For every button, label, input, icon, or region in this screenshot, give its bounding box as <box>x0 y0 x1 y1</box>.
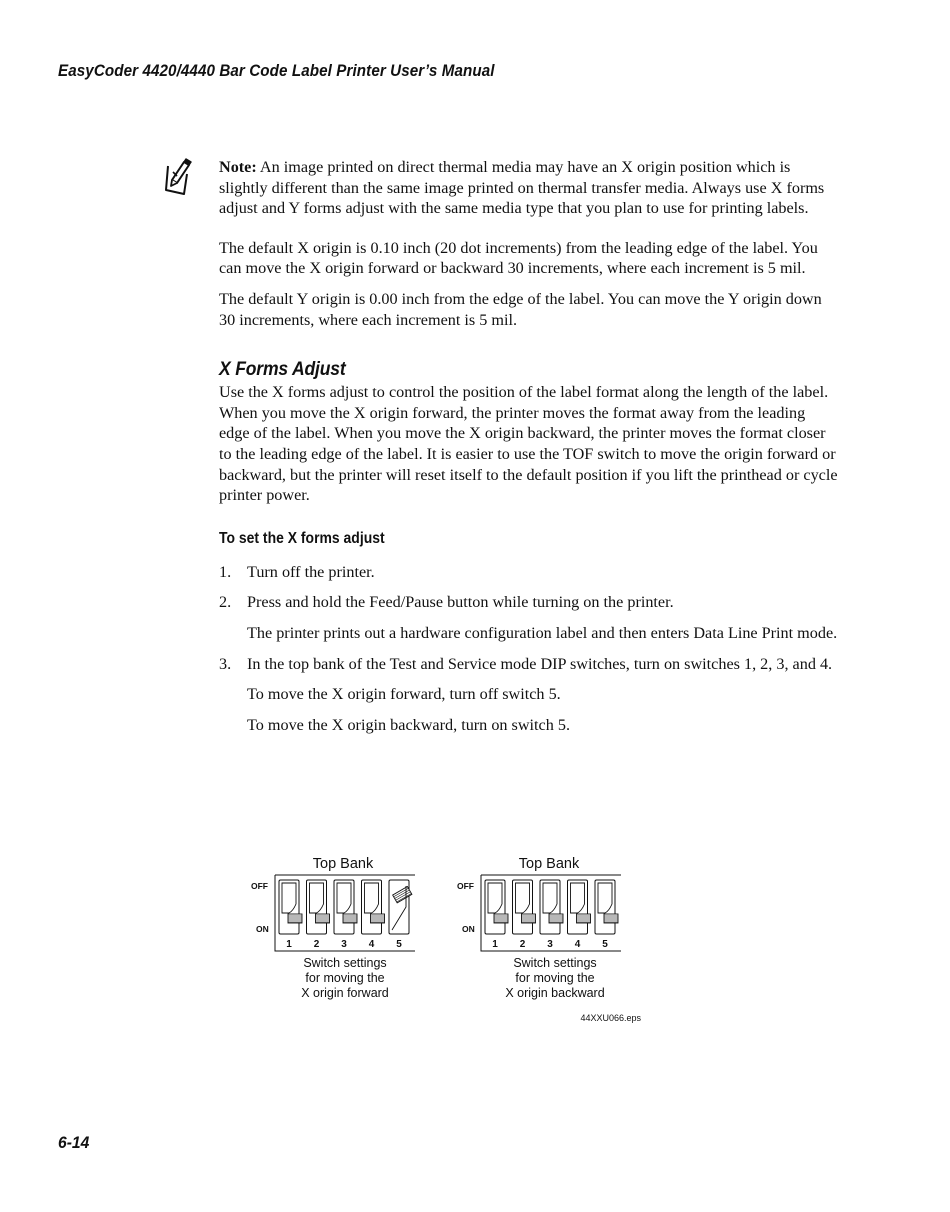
caption-line-2: for moving the <box>515 971 595 985</box>
step-3-detail-forward: To move the X origin forward, turn off switch 5. <box>247 685 561 704</box>
step-number: 3. <box>219 654 232 673</box>
caption-line-3: X origin backward <box>505 986 605 1000</box>
dip-switch-5 <box>389 880 412 934</box>
note-text: An image printed on direct thermal media may have an X origin position which is slightly different than the same image printed on thermal transfer media. Always use X forms adjust and Y forms adjust with the same media type that you plan to use for printing labels. <box>219 158 825 218</box>
dip-switch-3 <box>540 880 563 934</box>
dip-switch-3 <box>334 880 357 934</box>
bank-title: Top Bank <box>312 856 374 872</box>
off-label: OFF <box>457 881 474 891</box>
switch-number: 2 <box>313 939 320 950</box>
main-content <box>219 157 839 735</box>
dip-switch-2 <box>513 880 536 934</box>
dip-switch-1 <box>485 880 508 934</box>
switch-group <box>485 880 618 934</box>
step-number: 1. <box>219 562 232 581</box>
caption-line-1: Switch settings <box>513 956 597 970</box>
switch-number: 2 <box>519 939 526 950</box>
switch-number: 5 <box>602 939 608 950</box>
procedure-heading: To set the X forms adjust <box>219 529 385 547</box>
on-label: ON <box>462 924 475 934</box>
paragraph-default-x-origin: The default X origin is 0.10 inch (20 dot increments) from the leading edge of the label. You can move the X origin forward or backward 30 increments, where each increment is 5 mil. <box>219 238 818 278</box>
switch-number: 4 <box>574 939 581 950</box>
running-header: EasyCoder 4420/4440 Bar Code Label Printer User’s Manual <box>58 62 495 80</box>
caption-line-2: for moving the <box>305 971 385 985</box>
step-text: In the top bank of the Test and Service mode DIP switches, turn on switches 1, 2, 3, and 4. <box>247 654 833 673</box>
page-number: 6-14 <box>58 1133 90 1152</box>
switch-number: 3 <box>547 939 553 950</box>
dip-switch-5 <box>595 880 618 934</box>
switch-number: 4 <box>368 939 375 950</box>
switch-number: 5 <box>396 939 402 950</box>
note-lead: Note: <box>219 158 257 176</box>
step-text: Press and hold the Feed/Pause button while turning on the printer. <box>247 593 674 612</box>
step-3 <box>219 654 839 675</box>
step-text: Turn off the printer. <box>247 562 375 581</box>
pencil-note-icon <box>160 156 194 196</box>
switch-number: 1 <box>286 939 292 950</box>
switch-number: 1 <box>492 939 498 950</box>
step-2 <box>219 592 839 613</box>
dip-switch-1 <box>279 880 302 934</box>
section-heading: X Forms Adjust <box>219 358 346 381</box>
step-number: 2. <box>219 593 232 612</box>
step-1 <box>219 562 839 583</box>
dip-switch-2 <box>307 880 330 934</box>
step-3-detail-backward: To move the X origin backward, turn on switch 5. <box>247 715 570 734</box>
switch-number-group <box>286 939 402 950</box>
switch-number: 3 <box>341 939 347 950</box>
section-body: Use the X forms adjust to control the position of the label format along the length of the label. When you move the X origin forward, the printer moves the format away from the leading edge of the label. When you move the X origin backward, the printer moves the format closer to the leading edge of the label. It is easier to use the TOF switch to move the origin forward or backward, but the printer will reset itself to the default position if you lift the printhead or cycle printer power. <box>219 383 838 505</box>
dip-switch-4 <box>362 880 385 934</box>
caption-line-3: X origin forward <box>301 986 389 1000</box>
figure-file-label: 44XXU066.eps <box>580 1013 641 1023</box>
dip-bank-backward <box>457 856 621 1000</box>
paragraph-default-y-origin: The default Y origin is 0.00 inch from the edge of the label. You can move the Y origin down 30 increments, where each increment is 5 mil. <box>219 289 822 329</box>
dip-switch-figure <box>240 850 660 1030</box>
bank-title: Top Bank <box>518 856 580 872</box>
switch-number-group <box>492 939 608 950</box>
note-paragraph <box>219 157 839 219</box>
switch-group <box>279 880 412 934</box>
dip-switch-4 <box>568 880 591 934</box>
step-2-detail: The printer prints out a hardware configuration label and then enters Data Line Print mode. <box>247 623 838 642</box>
dip-bank-forward <box>251 856 415 1000</box>
off-label: OFF <box>251 881 268 891</box>
caption-line-1: Switch settings <box>303 956 387 970</box>
on-label: ON <box>256 924 269 934</box>
